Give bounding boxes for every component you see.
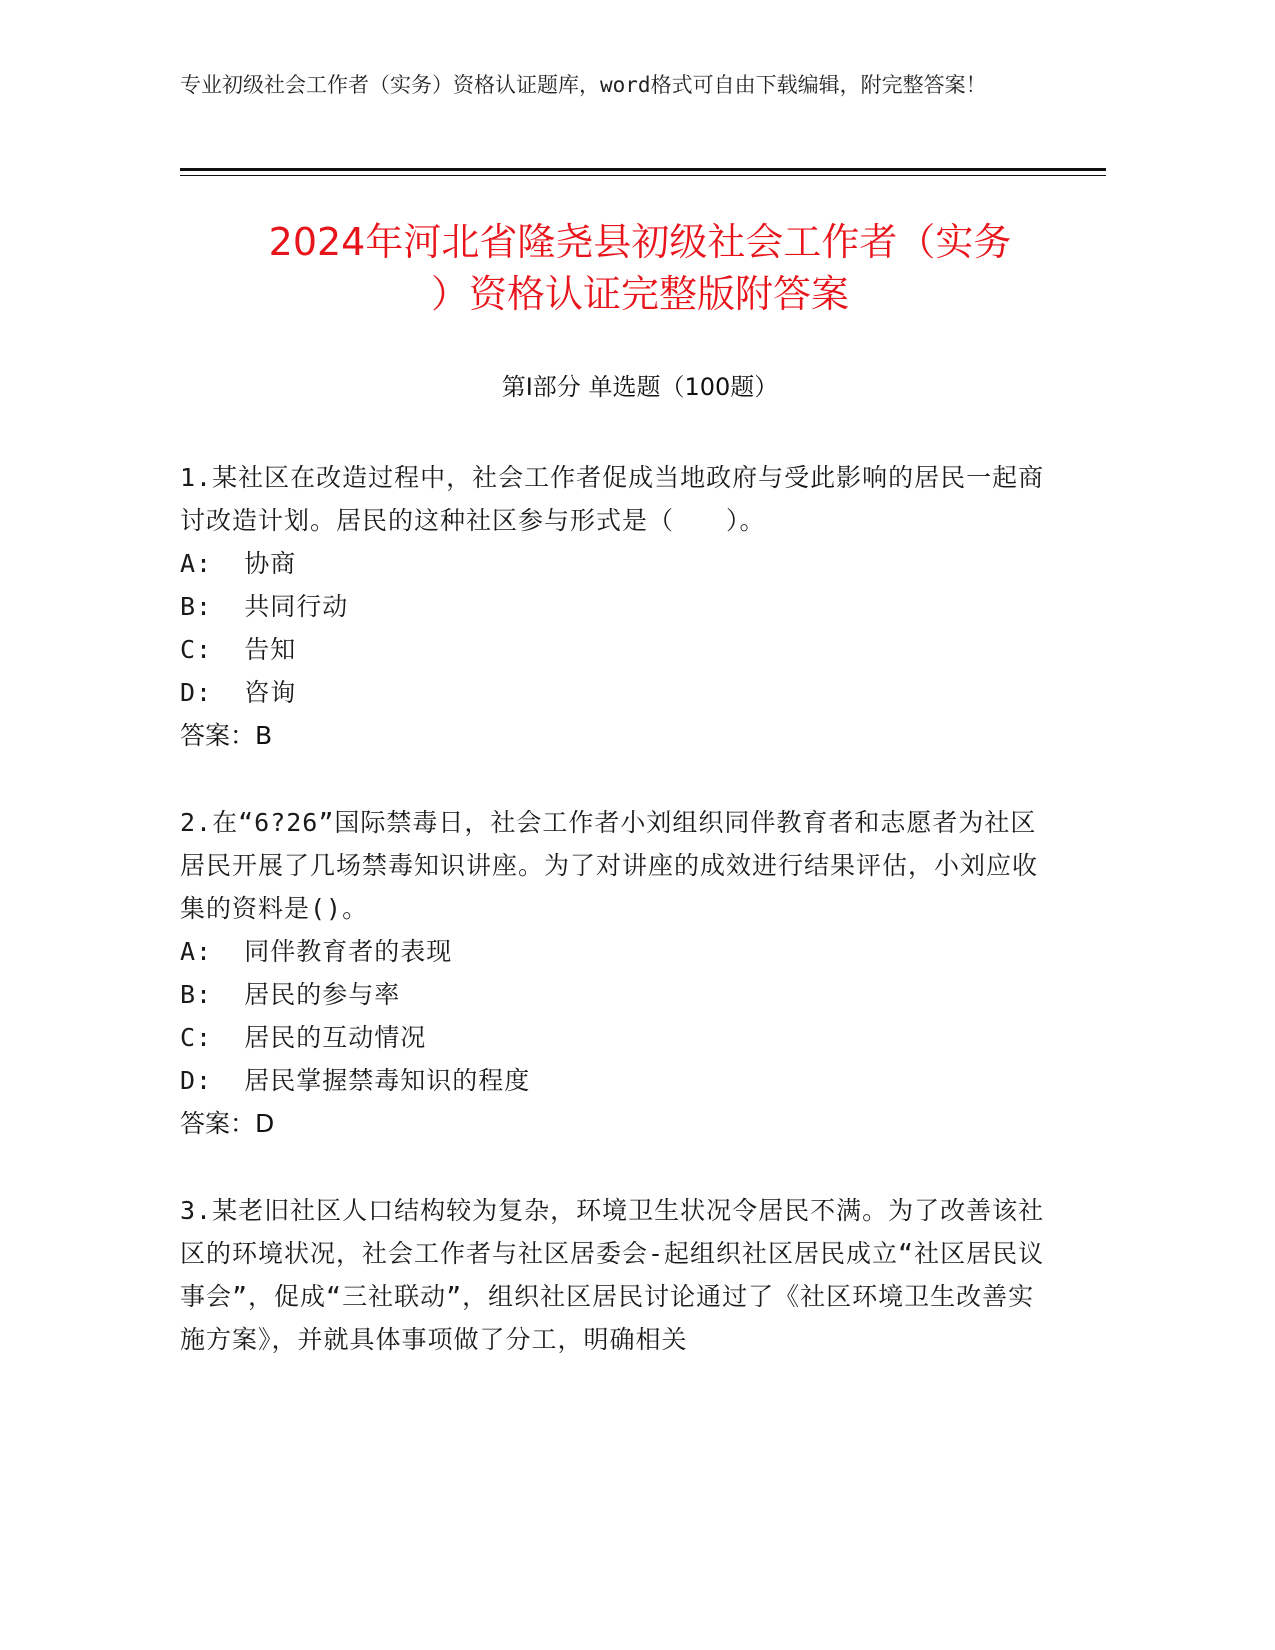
header-rule-thin [180,175,1106,176]
question-1 [180,456,1050,757]
question-3 [180,1189,1050,1361]
option-b: B: 共同行动 [180,592,349,621]
question-stem: 1.某社区在改造过程中，社会工作者促成当地政府与受此影响的居民一起商讨改造计划。居民的这种社区参与形式是（ ）。 [180,463,1045,535]
section-title: 第Ⅰ部分 单选题（100题） [501,373,779,401]
document-title [160,216,1120,320]
option-c: C: 居民的互动情况 [180,1023,427,1052]
option-b: B: 居民的参与率 [180,980,401,1009]
question-2 [180,801,1050,1145]
document-title-line-2: ）资格认证完整版附答案 [430,272,849,316]
question-stem: 2.在“6?26”国际禁毒日，社会工作者小刘组织同伴教育者和志愿者为社区居民开展了几场禁毒知识讲座。为了对讲座的成效进行结果评估，小刘应收集的资料是()。 [180,808,1039,923]
option-a: A: 协商 [180,549,297,578]
option-d: D: 居民掌握禁毒知识的程度 [180,1066,531,1095]
option-d: D: 咨询 [180,678,297,707]
answer: 答案：D [180,1109,275,1138]
question-list [180,456,1050,1405]
header-note: 专业初级社会工作者（实务）资格认证题库，word格式可自由下载编辑，附完整答案！ [180,73,987,97]
document-title-line-1: 2024年河北省隆尧县初级社会工作者（实务 [268,220,1012,264]
answer: 答案：B [180,721,273,750]
option-a: A: 同伴教育者的表现 [180,937,453,966]
option-c: C: 告知 [180,635,297,664]
question-stem: 3.某老旧社区人口结构较为复杂，环境卫生状况令居民不满。为了改善该社区的环境状况，社会工作者与社区居委会-起组织社区居民成立“社区居民议事会”，促成“三社联动”，组织社区居民讨论通过了《社区环境卫生改善实施方案》，并就具体事项做了分工，明确相关 [180,1196,1045,1354]
header-rule-thick [180,168,1106,171]
